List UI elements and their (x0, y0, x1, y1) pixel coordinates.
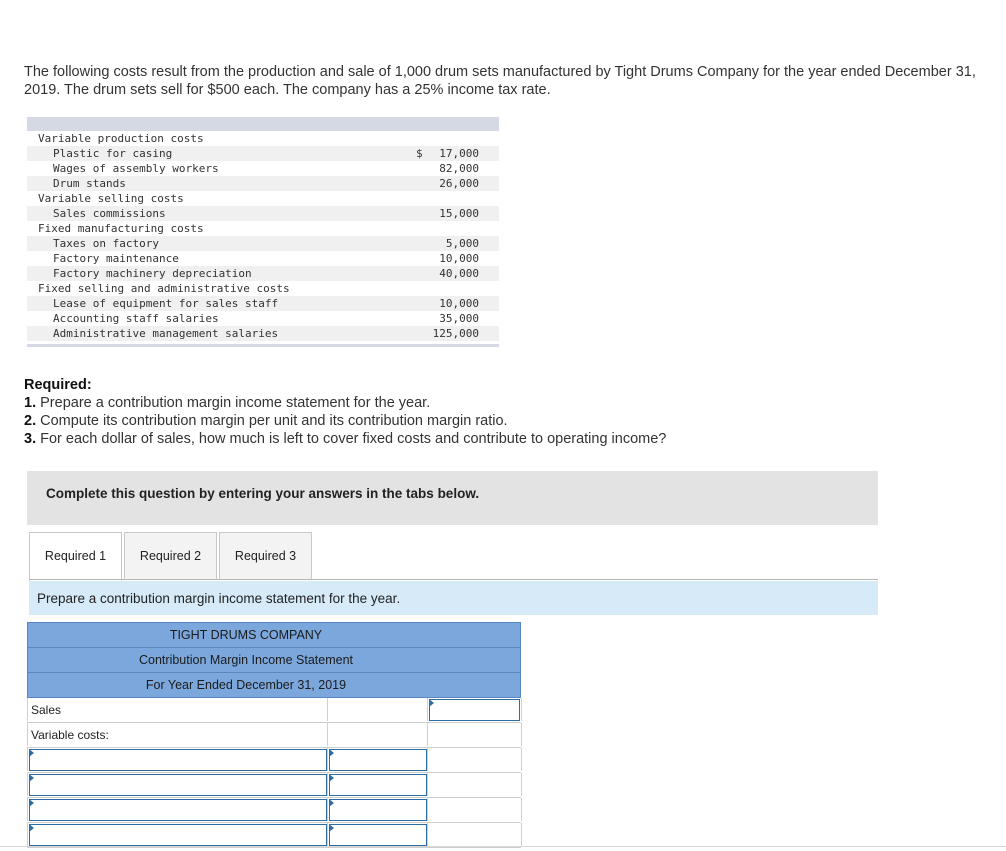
cost-line-item (27, 251, 499, 266)
cost-label: Plastic for casing (53, 147, 173, 160)
cost-label: Taxes on factory (53, 237, 159, 250)
required-section (24, 376, 924, 448)
cost-line-item (27, 206, 499, 221)
income-statement (27, 622, 521, 848)
variable-cost-4-amount-input[interactable] (329, 824, 427, 846)
sales-row (27, 698, 521, 723)
cost-label: Fixed selling and administrative costs (38, 282, 290, 295)
cost-amount: 82,000 (439, 162, 479, 175)
cost-currency: $ (416, 147, 423, 160)
cost-label: Lease of equipment for sales staff (53, 297, 279, 310)
cost-amount: 15,000 (439, 207, 479, 220)
cost-label: Administrative management salaries (53, 327, 279, 340)
variable-cost-row-4 (27, 823, 521, 848)
variable-cost-2-label-input[interactable] (29, 774, 327, 796)
cost-amount: 10,000 (439, 297, 479, 310)
variable-cost-row-1 (27, 748, 521, 773)
problem-intro: The following costs result from the production and sale of 1,000 drum sets manufactured by Tight Drums Company for the year ended December 31, 2019. The drum sets sell for $500 each. The company has a 25% income tax rate. (24, 64, 976, 98)
variable-costs-label: Variable costs: (31, 728, 109, 742)
variable-cost-1-amount-input[interactable] (329, 749, 427, 771)
variable-costs-row (27, 723, 521, 748)
cost-label: Variable selling costs (38, 192, 184, 205)
cost-amount: 40,000 (439, 267, 479, 280)
cost-table-header (27, 117, 499, 131)
variable-cost-row-2 (27, 773, 521, 798)
cost-label: Drum stands (53, 177, 126, 190)
tab-instruction: Prepare a contribution margin income statement for the year. (29, 581, 878, 615)
statement-period: For Year Ended December 31, 2019 (27, 672, 521, 698)
required-item-3: 3. For each dollar of sales, how much is left to cover fixed costs and contribute to operating income? (24, 431, 667, 447)
cost-category-heading (27, 221, 499, 236)
cost-amount: 17,000 (439, 147, 479, 160)
statement-title: Contribution Margin Income Statement (27, 647, 521, 672)
cost-label: Factory machinery depreciation (53, 267, 252, 280)
cost-label: Accounting staff salaries (53, 312, 219, 325)
tab-divider (29, 579, 878, 580)
tab-required-2[interactable]: Required 2 (124, 532, 217, 580)
sales-label: Sales (31, 703, 62, 717)
variable-cost-row-3 (27, 798, 521, 823)
statement-company: TIGHT DRUMS COMPANY (27, 622, 521, 647)
required-heading: Required: (24, 377, 92, 393)
cost-label: Fixed manufacturing costs (38, 222, 204, 235)
variable-cost-4-label-input[interactable] (29, 824, 327, 846)
cost-line-item (27, 326, 499, 341)
cost-amount: 26,000 (439, 177, 479, 190)
cost-line-item (27, 161, 499, 176)
cost-line-item (27, 236, 499, 251)
cost-label: Factory maintenance (53, 252, 179, 265)
cost-line-item (27, 176, 499, 191)
cost-label: Variable production costs (38, 132, 204, 145)
cost-table-body (27, 131, 499, 347)
cost-category-heading (27, 191, 499, 206)
cost-label: Sales commissions (53, 207, 166, 220)
cost-amount: 125,000 (432, 327, 479, 340)
cost-line-item (27, 311, 499, 326)
cost-line-item (27, 296, 499, 311)
variable-cost-3-amount-input[interactable] (329, 799, 427, 821)
tab-required-1[interactable]: Required 1 (29, 532, 122, 581)
variable-cost-2-amount-input[interactable] (329, 774, 427, 796)
cost-amount: 10,000 (439, 252, 479, 265)
cost-amount: 35,000 (439, 312, 479, 325)
cost-category-heading (27, 281, 499, 296)
instructions-banner: Complete this question by entering your answers in the tabs below. (27, 471, 878, 525)
required-item-2: 2. Compute its contribution margin per unit and its contribution margin ratio. (24, 413, 508, 429)
variable-cost-1-label-input[interactable] (29, 749, 327, 771)
variable-cost-3-label-input[interactable] (29, 799, 327, 821)
tab-required-3[interactable]: Required 3 (219, 532, 312, 580)
cost-line-item (27, 266, 499, 281)
cost-data-table (27, 117, 499, 347)
cost-category-heading (27, 131, 499, 146)
cost-label: Wages of assembly workers (53, 162, 219, 175)
sales-amount-input[interactable] (429, 699, 520, 721)
required-item-1: 1. Prepare a contribution margin income statement for the year. (24, 395, 431, 411)
page-bottom-rule (0, 846, 1006, 847)
cost-amount: 5,000 (445, 237, 479, 250)
cost-line-item (27, 146, 499, 161)
